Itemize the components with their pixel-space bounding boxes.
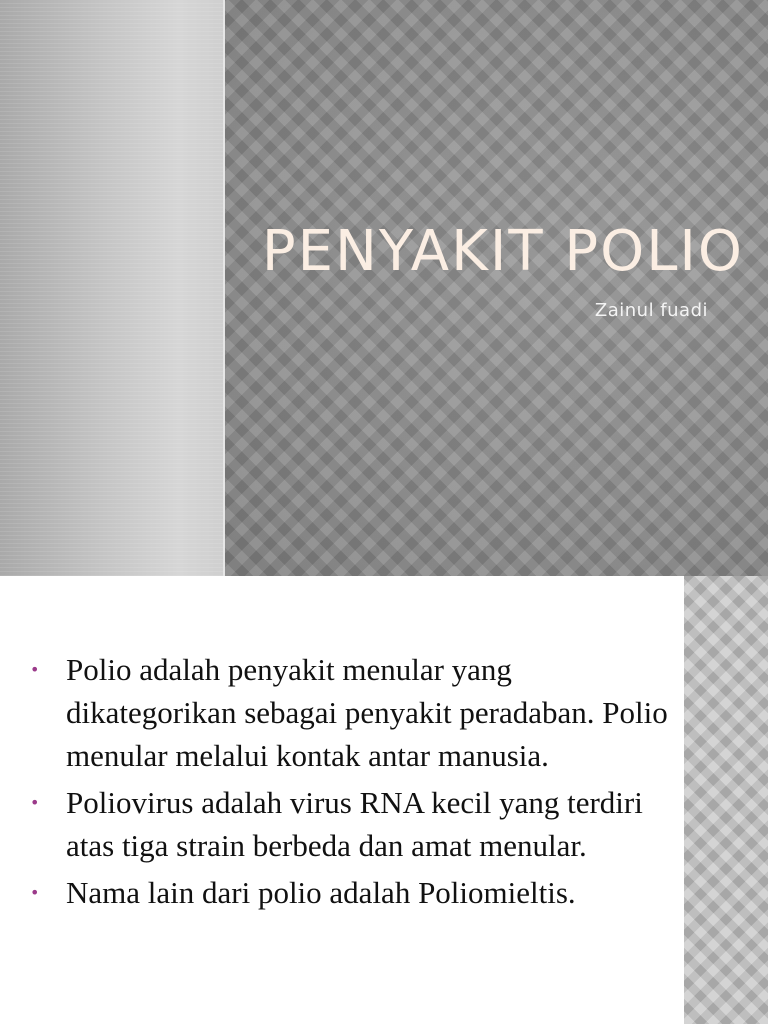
right-pattern-panel <box>225 0 768 576</box>
left-gradient-panel <box>0 0 224 576</box>
bullet-text-1: Polio adalah penyakit menular yang dikategorikan sebagai penyakit peradaban. Polio menular melalui kontak antar manusia. <box>66 652 668 773</box>
bullet-list <box>30 648 670 918</box>
bullet-icon: • <box>30 793 40 812</box>
bullet-icon: • <box>30 883 40 902</box>
slide-subtitle-author: Zainul fuadi <box>594 300 708 321</box>
bullet-text-2: Poliovirus adalah virus RNA kecil yang terdiri atas tiga strain berbeda dan amat menular. <box>66 785 643 863</box>
bullet-icon: • <box>30 660 40 679</box>
bullet-item-2 <box>30 781 670 867</box>
bullet-text-3: Nama lain dari polio adalah Poliomieltis. <box>66 875 576 910</box>
bullet-item-3 <box>30 871 670 914</box>
slide-title: PENYAKIT POLIO <box>261 219 744 284</box>
bullet-item-1 <box>30 648 670 777</box>
side-pattern-strip <box>684 576 768 1024</box>
content-slide <box>0 576 768 1024</box>
